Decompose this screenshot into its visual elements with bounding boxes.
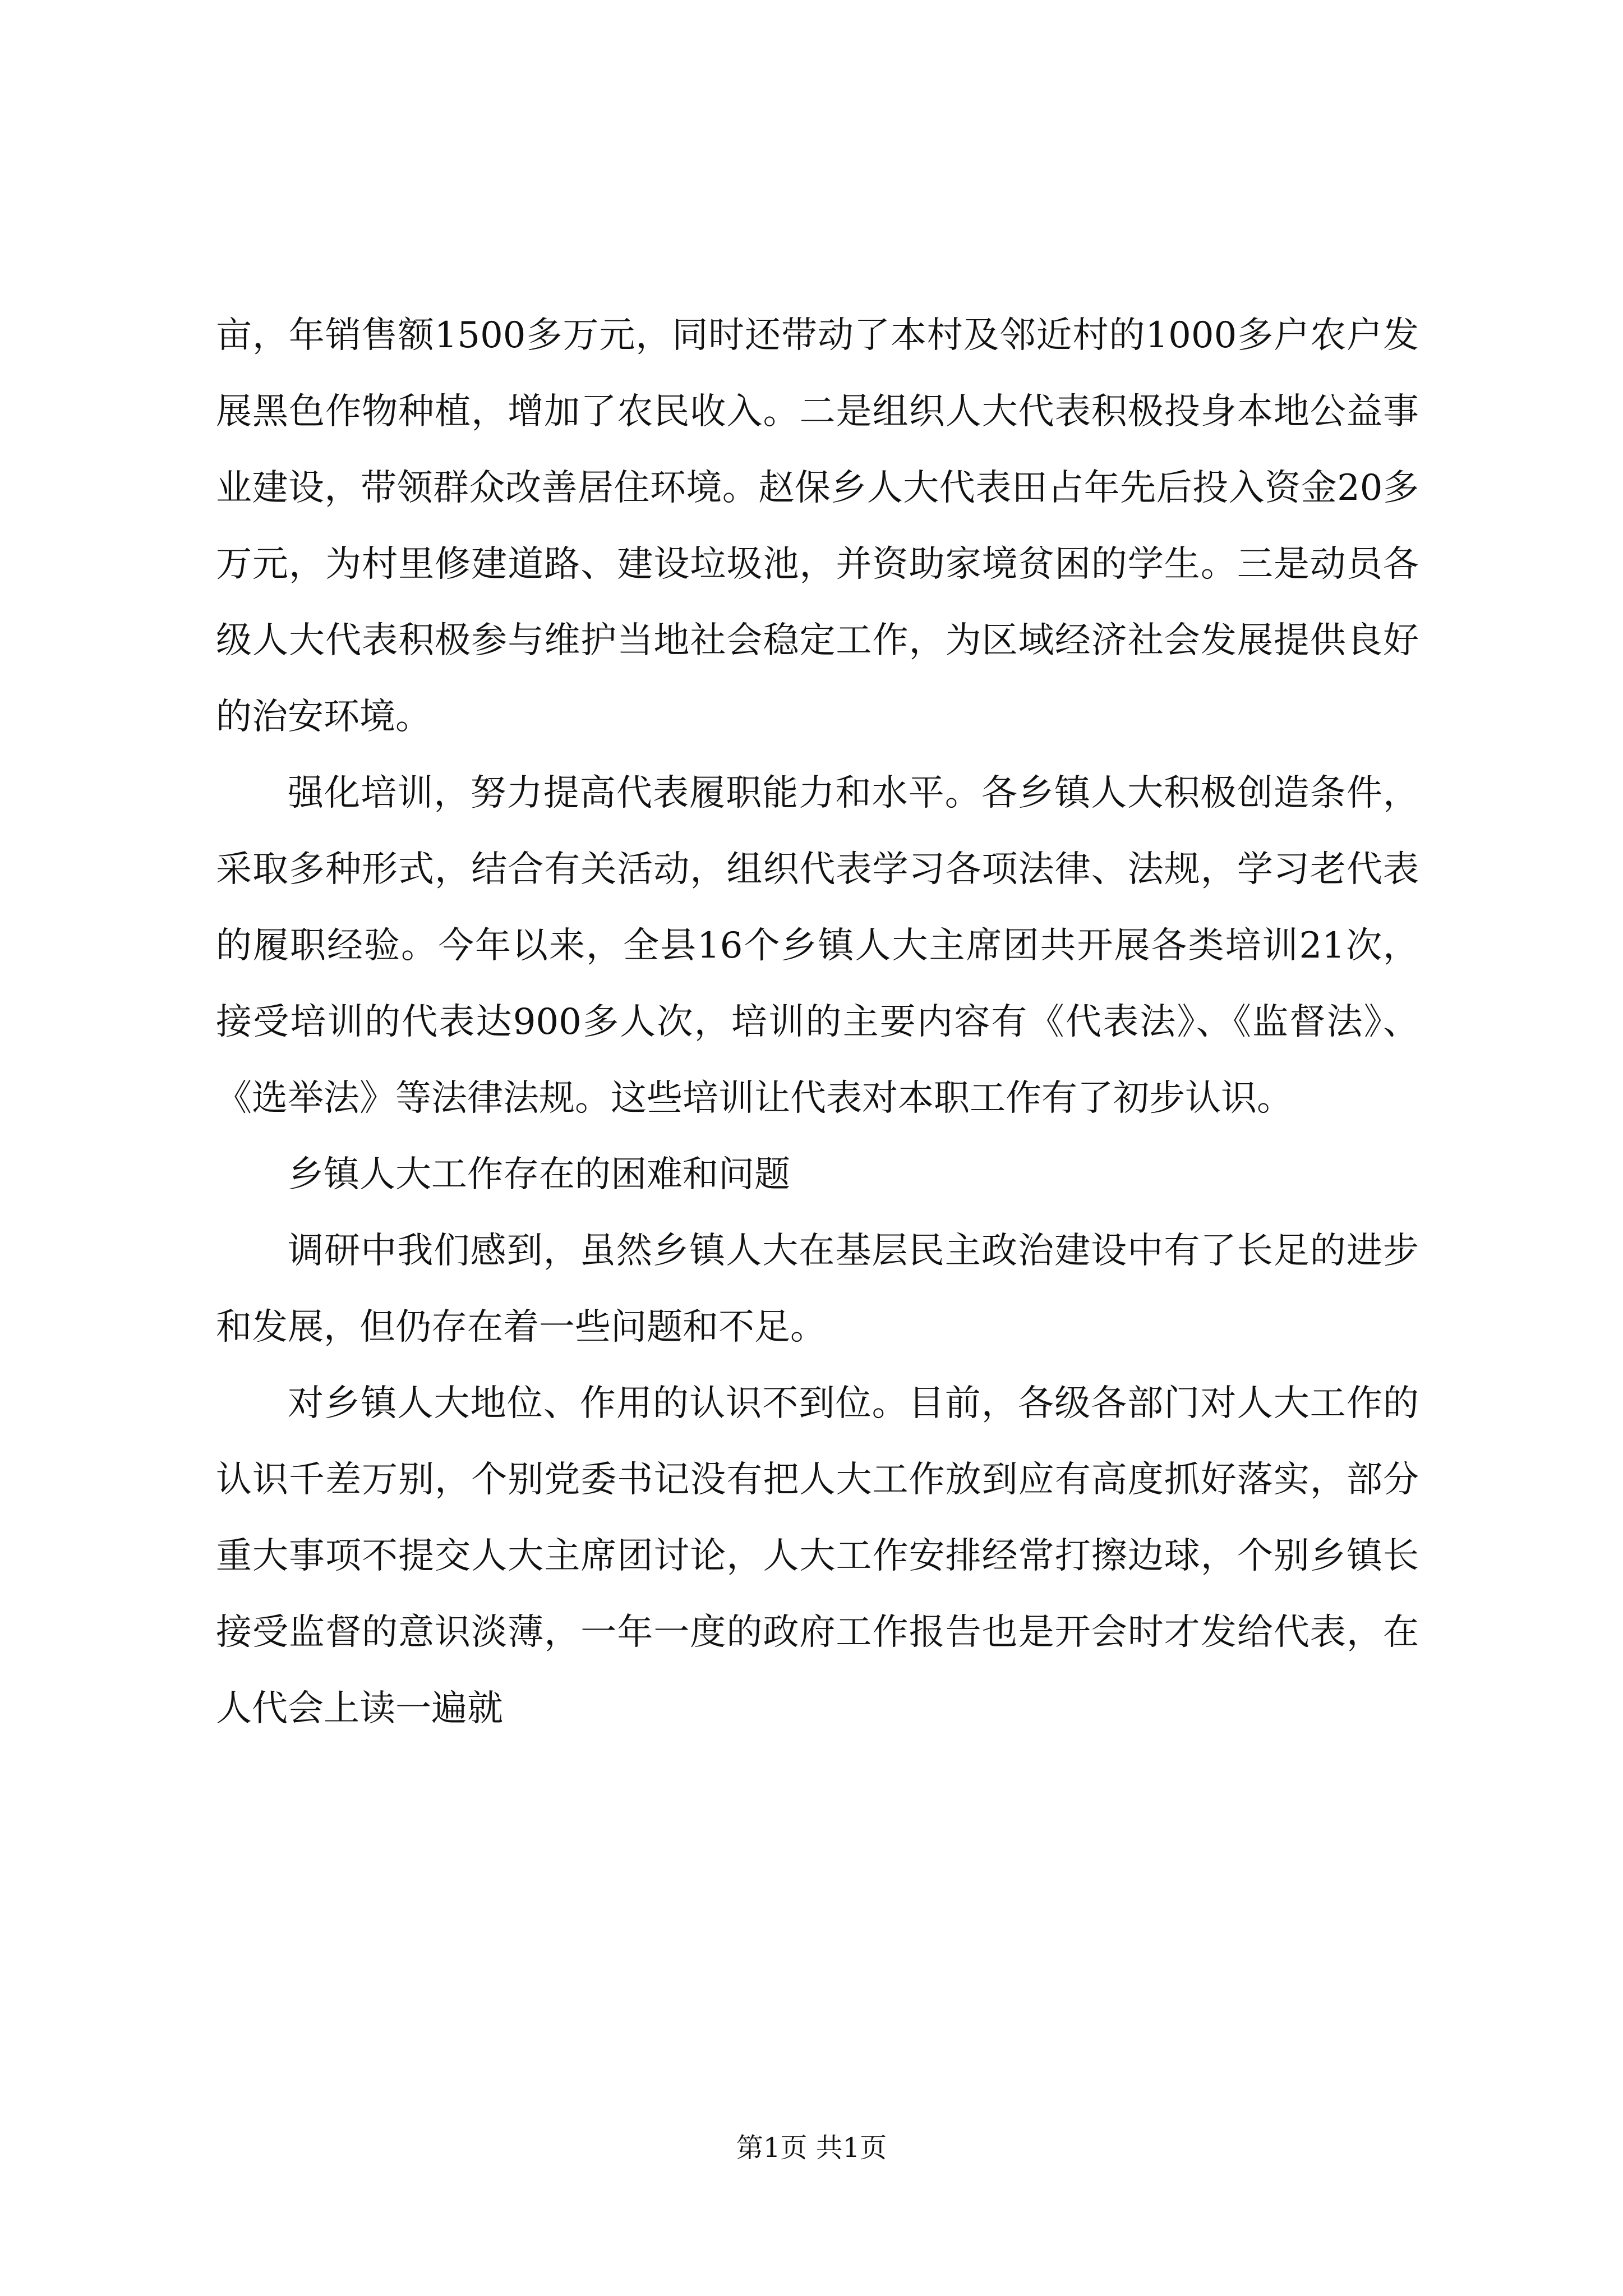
- document-body: [216, 297, 1419, 1747]
- page-number-footer: 第1页 共1页: [736, 2132, 887, 2164]
- paragraph-2: 强化培训，努力提高代表履职能力和水平。各乡镇人大积极创造条件，采取多种形式，结合有关活动，组织代表学习各项法律、法规，学习老代表的履职经验。今年以来，全县16个乡镇人大主席团共开展各类培训21次，接受培训的代表达900多人次，培训的主要内容有《代表法》、《监督法》、《选举法》等法律法规。这些培训让代表对本职工作有了初步认识。: [216, 772, 1419, 1119]
- paragraph-3: 调研中我们感到，虽然乡镇人大在基层民主政治建设中有了长足的进步和发展，但仍存在着一些问题和不足。: [216, 1230, 1419, 1348]
- paragraph-4: 对乡镇人大地位、作用的认识不到位。目前，各级各部门对人大工作的认识千差万别，个别党委书记没有把人大工作放到应有高度抓好落实，部分重大事项不提交人大主席团讨论，人大工作安排经常打擦边球，个别乡镇长接受监督的意识淡薄，一年一度的政府工作报告也是开会时才发给代表，在人代会上读一遍就: [216, 1383, 1419, 1729]
- section-heading: 乡镇人大工作存在的困难和问题: [288, 1154, 790, 1195]
- paragraph-1: 亩，年销售额1500多万元，同时还带动了本村及邻近村的1000多户农户发展黑色作物种植，增加了农民收入。二是组织人大代表积极投身本地公益事业建设，带领群众改善居住环境。赵保乡人大代表田占年先后投入资金20多万元，为村里修建道路、建设垃圾池，并资助家境贫困的学生。三是动员各级人大代表积极参与维护当地社会稳定工作，为区域经济社会发展提供良好的治安环境。: [216, 315, 1419, 738]
